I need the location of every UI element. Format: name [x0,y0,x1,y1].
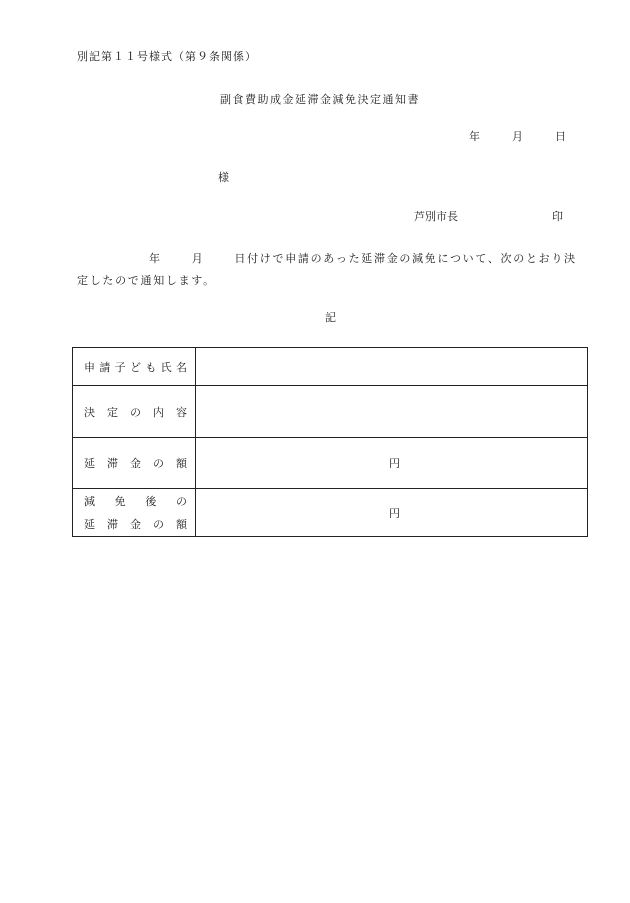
label-char: の [153,457,164,470]
label-char: 滞 [107,518,118,531]
label-char: 後 [145,495,157,508]
label-char: 請 [99,360,111,374]
section-mark: 記 [325,311,336,324]
label-char: 滞 [107,457,118,470]
notice-body [77,248,581,292]
label-char: 金 [130,518,141,531]
addressee-suffix: 様 [218,171,229,184]
document-title: 副食費助成金延滞金減免決定通知書 [220,93,420,106]
issuer-name: 芦別市長 [414,210,458,223]
label-char: 免 [114,495,126,508]
label-char: 申 [84,360,95,374]
label-char: 決 [84,405,95,419]
table-row [73,489,588,537]
seal-mark: 印 [552,210,563,223]
body-text: 日付けで申請のあった延滞金の減免について、次のとおり決定したので通知します。 [77,252,577,287]
label-char: 額 [176,457,187,470]
label-char: 氏 [160,360,172,374]
decision-content-label [84,404,187,420]
table-row [73,438,588,489]
row-label-decision [73,386,196,438]
row-label-reduced-fee [73,489,196,537]
label-char: の [130,405,141,419]
reduced-label-line2 [84,516,187,532]
label-char: の [175,495,187,508]
row-label-child-name [73,348,196,386]
label-char: 容 [176,405,187,419]
issue-date [469,131,566,142]
body-year-label: 年 [149,252,162,265]
reduced-label-line1 [84,493,187,509]
label-char: も [145,360,157,374]
day-label: 日 [555,130,566,143]
label-char: ど [129,360,141,374]
decision-content-value [196,386,588,438]
month-label: 月 [512,130,523,143]
form-number: 別記第１１号様式（第９条関係） [77,50,257,63]
row-label-late-fee [73,438,196,489]
late-fee-amount-label [84,455,187,471]
body-month-label: 月 [191,252,205,265]
label-char: 額 [176,518,187,531]
label-char: 名 [175,360,187,374]
child-name-value [196,348,588,386]
label-char: 減 [84,495,95,508]
reduced-fee-amount-value: 円 [196,489,588,537]
label-char: 内 [153,405,164,419]
table-row [73,386,588,438]
label-char: 延 [84,457,95,470]
label-char: 金 [130,457,141,470]
label-char: 延 [84,518,95,531]
year-label: 年 [469,130,480,143]
late-fee-amount-value: 円 [196,438,588,489]
child-name-label [84,359,187,375]
label-char: 子 [114,360,126,374]
decision-table [72,347,588,537]
table-row [73,348,588,386]
label-char: 定 [107,405,118,419]
label-char: の [153,518,164,531]
